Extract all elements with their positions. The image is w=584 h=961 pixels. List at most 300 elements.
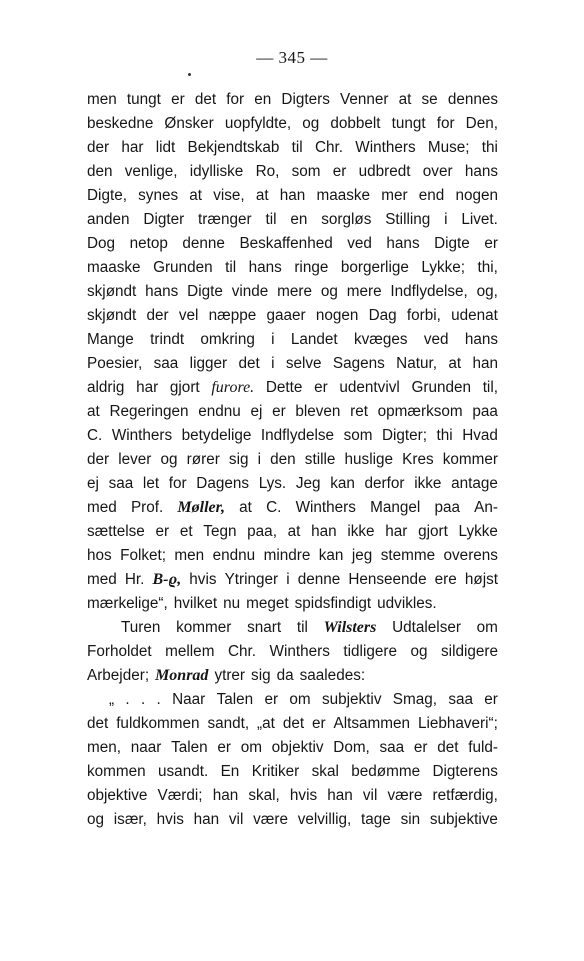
word: Digte <box>434 235 470 252</box>
word: og <box>160 451 178 468</box>
word: han <box>279 187 306 204</box>
word: Digter; <box>381 427 428 444</box>
word: hvis <box>156 811 184 828</box>
word: spidsfindigt <box>294 595 372 612</box>
word: især, <box>113 811 147 828</box>
word: kommer <box>176 619 232 636</box>
word: meget <box>246 595 289 612</box>
word: thi <box>481 139 498 156</box>
word: skjøndt <box>87 307 137 324</box>
word: sorgløs <box>321 211 372 228</box>
word: og <box>87 811 105 828</box>
word: en <box>254 91 272 108</box>
word: han <box>472 355 498 372</box>
word: C. <box>87 427 103 444</box>
text-line <box>87 808 498 832</box>
word: hans <box>464 331 498 348</box>
word: Winthers <box>355 139 416 156</box>
word: og, <box>476 283 498 300</box>
word: med <box>87 571 117 588</box>
word: at <box>239 499 252 516</box>
word: mellem <box>165 643 215 660</box>
text-line <box>87 136 498 160</box>
text-line <box>87 664 498 688</box>
word: Winthers <box>269 643 330 660</box>
word: er <box>312 715 326 732</box>
word: der <box>146 307 169 324</box>
word: Indflydelse <box>260 427 335 444</box>
word: bedømme <box>351 763 421 780</box>
word: Dagens <box>196 475 250 492</box>
word: . <box>125 691 130 708</box>
word: objektiv <box>271 739 324 756</box>
word: Kres <box>402 451 434 468</box>
word: usandt. <box>158 763 209 780</box>
word: mer <box>381 187 408 204</box>
word: Den, <box>465 115 498 132</box>
word: den <box>270 451 296 468</box>
word: Mange <box>87 331 134 348</box>
text-line <box>87 448 498 472</box>
word: udentvivl <box>339 379 400 396</box>
word: Møller, <box>177 499 225 516</box>
word: thi <box>436 427 453 444</box>
word: denne <box>297 571 341 588</box>
word: subjektiv <box>321 691 382 708</box>
word: hans <box>145 283 179 300</box>
word: skjøndt <box>87 283 137 300</box>
word: Talen <box>216 691 254 708</box>
text-line <box>87 208 498 232</box>
word: nogen <box>315 307 359 324</box>
word: Værdi; <box>157 787 203 804</box>
word: at <box>287 523 301 540</box>
text-line <box>87 376 498 400</box>
word: gaaer <box>266 307 306 324</box>
word: er <box>155 523 170 540</box>
page-number: — 345 — <box>256 48 328 67</box>
word: maaske <box>87 259 141 276</box>
word: uopfyldte, <box>224 115 292 132</box>
word: er <box>264 691 279 708</box>
word: rører <box>186 451 220 468</box>
word: venlige, <box>124 163 178 180</box>
word: vil <box>228 811 244 828</box>
word: Bekjendtskab <box>187 139 280 156</box>
word: har <box>136 379 159 396</box>
word: om <box>240 739 262 756</box>
word: hos <box>87 547 112 564</box>
word: for <box>226 91 245 108</box>
word: Hr. <box>124 571 145 588</box>
word: synes <box>138 187 179 204</box>
word: Monrad <box>155 667 209 684</box>
word: sig <box>228 451 249 468</box>
word: Livet. <box>461 211 498 228</box>
word: da <box>276 667 294 684</box>
word: . <box>140 691 146 708</box>
text-line <box>87 520 498 544</box>
word: hans <box>464 163 498 180</box>
word: Dom, <box>333 739 370 756</box>
word: i <box>271 331 275 348</box>
word: let <box>142 475 160 492</box>
word: Prof. <box>130 499 164 516</box>
word: han <box>327 787 353 804</box>
word: kvæges <box>353 331 408 348</box>
word: aldrig <box>87 379 125 396</box>
word: beskedne <box>87 115 154 132</box>
word: ej <box>87 475 99 492</box>
word: denne <box>182 235 225 252</box>
word: ere <box>434 571 457 588</box>
word: gjort <box>169 379 200 396</box>
word: Altsammen <box>333 715 411 732</box>
word: har <box>385 523 408 540</box>
word: betydelige <box>181 427 252 444</box>
word: paa <box>472 403 498 420</box>
word: at <box>448 355 462 372</box>
word: Ro, <box>255 163 280 180</box>
word: i <box>271 355 275 372</box>
text-line <box>87 736 498 760</box>
word: være <box>253 811 288 828</box>
word: ikke <box>347 523 375 540</box>
word: har <box>121 139 144 156</box>
word: være <box>387 787 423 804</box>
word: derfor <box>364 475 405 492</box>
word: vise, <box>213 187 245 204</box>
word: han <box>212 787 239 804</box>
word: Dag <box>368 307 397 324</box>
word: Henseende <box>348 571 427 588</box>
word: ytrer <box>214 667 246 684</box>
word: fuldkommen <box>116 715 200 732</box>
word: stille <box>304 451 336 468</box>
word: Chr. <box>314 139 343 156</box>
word: furore. <box>211 379 255 396</box>
word: maaske <box>316 187 371 204</box>
word: det <box>87 715 109 732</box>
word: Mangel <box>370 499 421 516</box>
word: borgerlige <box>340 259 409 276</box>
word: over <box>422 163 453 180</box>
word: Digte <box>187 283 223 300</box>
word: Naar <box>172 691 206 708</box>
word: sandt, <box>207 715 250 732</box>
word: han <box>193 811 220 828</box>
word: der <box>87 451 110 468</box>
word: Muse; <box>427 139 470 156</box>
word: omkring <box>200 331 255 348</box>
word: med <box>87 499 117 516</box>
word: ej <box>250 403 263 420</box>
word: Dog <box>87 235 116 252</box>
text-line <box>87 400 498 424</box>
word: til <box>296 619 308 636</box>
word: kommer <box>442 451 498 468</box>
word: ligger <box>189 355 228 372</box>
word: han <box>311 523 337 540</box>
word: end <box>418 187 445 204</box>
word: det <box>437 739 459 756</box>
word: mindre <box>263 547 311 564</box>
word: i <box>286 571 290 588</box>
word: An- <box>474 499 498 516</box>
word: er <box>484 691 498 708</box>
word: og <box>302 115 320 132</box>
word: højst <box>464 571 498 588</box>
word: trænger <box>198 211 252 228</box>
word: trindt <box>150 331 185 348</box>
word: udvikles. <box>377 595 437 612</box>
word: den <box>87 163 113 180</box>
word: stemme <box>380 547 436 564</box>
word: idylliske <box>189 163 244 180</box>
text-line <box>87 640 498 664</box>
word: og <box>320 283 338 300</box>
word: til <box>265 211 277 228</box>
word: saaledes: <box>299 667 366 684</box>
word: lever <box>118 451 152 468</box>
word: vil <box>362 787 378 804</box>
word: thi, <box>477 259 498 276</box>
word: tidligere <box>343 643 397 660</box>
text-line <box>87 472 498 496</box>
word: Regeringen <box>109 403 189 420</box>
word: sin <box>400 811 421 828</box>
word: opmærksom <box>377 403 463 420</box>
text-line <box>87 712 498 736</box>
word: at <box>87 403 100 420</box>
text-line <box>87 496 498 520</box>
word: velvillig, <box>297 811 352 828</box>
word: Lykke; <box>421 259 466 276</box>
word: som <box>291 163 321 180</box>
text-line <box>87 184 498 208</box>
word: „ <box>109 691 115 708</box>
word: Dette <box>265 379 303 396</box>
word: Natur, <box>396 355 437 372</box>
word: at <box>398 91 412 108</box>
word: saa <box>108 475 134 492</box>
word: paa, <box>247 523 277 540</box>
word: hvis <box>189 571 217 588</box>
word: vinde <box>231 283 269 300</box>
word: ved <box>423 331 449 348</box>
word: sig <box>251 667 271 684</box>
word: tungt <box>126 91 161 108</box>
word: hans <box>386 235 420 252</box>
text-line <box>87 88 498 112</box>
word: Poesier, <box>87 355 143 372</box>
word: er <box>272 403 286 420</box>
word: bleven <box>295 403 341 420</box>
word: hvilket <box>173 595 218 612</box>
word: Grunden <box>411 379 471 396</box>
word: Ønsker <box>164 115 214 132</box>
word: en <box>290 211 308 228</box>
word: objektive <box>87 787 148 804</box>
word: Beskaffenhed <box>239 235 333 252</box>
word: se <box>421 91 438 108</box>
word: Winthers <box>111 427 173 444</box>
word: mere <box>277 283 313 300</box>
word: hans <box>248 259 282 276</box>
word: tungt <box>391 115 426 132</box>
word: kommen <box>87 763 146 780</box>
word: hvis <box>289 787 318 804</box>
word: Sagens <box>332 355 385 372</box>
word: selve <box>285 355 322 372</box>
text-line <box>87 424 498 448</box>
word: Landet <box>290 331 338 348</box>
word: i <box>444 211 448 228</box>
word: men <box>174 547 205 564</box>
word: Jeg <box>295 475 321 492</box>
word: nu <box>223 595 241 612</box>
word: Winthers <box>295 499 356 516</box>
word: sættelse <box>87 523 145 540</box>
word: Grunden <box>153 259 213 276</box>
word: overens <box>443 547 498 564</box>
word: Wilsters <box>323 619 377 636</box>
text-line <box>87 760 498 784</box>
word: er <box>484 235 498 252</box>
word: Ytringer <box>224 571 279 588</box>
word: . <box>156 691 161 708</box>
body-text <box>87 88 498 832</box>
word: mærkelige“, <box>87 595 168 612</box>
text-line <box>87 544 498 568</box>
word: retfærdig, <box>432 787 498 804</box>
word: Liebhaveri“; <box>417 715 498 732</box>
word: snart <box>247 619 282 636</box>
word: fuld- <box>468 739 498 756</box>
word: saa <box>379 739 405 756</box>
word: endnu <box>198 403 241 420</box>
word: B-ϱ, <box>152 571 182 588</box>
text-line <box>87 304 498 328</box>
word: anden <box>87 211 130 228</box>
word: Hvad <box>462 427 498 444</box>
word: saa <box>448 691 473 708</box>
word: ved <box>347 235 372 252</box>
word: Chr. <box>227 643 257 660</box>
text-line <box>87 256 498 280</box>
word: Forholdet <box>87 643 152 660</box>
word: ret <box>350 403 368 420</box>
word: det <box>194 91 217 108</box>
text-line <box>87 568 498 592</box>
word: sildigere <box>441 643 498 660</box>
word: Arbejder; <box>87 667 150 684</box>
word: Folket; <box>120 547 166 564</box>
word: at <box>255 187 269 204</box>
word: paa <box>434 499 460 516</box>
word: til, <box>482 379 498 396</box>
word: nogen <box>455 187 498 204</box>
word: om <box>476 619 498 636</box>
word: Kritiker <box>251 763 300 780</box>
word: Smag, <box>392 691 437 708</box>
word: Lykke <box>458 523 498 540</box>
word: er <box>413 739 428 756</box>
word: udbredt <box>358 163 411 180</box>
word: skal, <box>248 787 280 804</box>
word: vel <box>178 307 199 324</box>
word: til <box>291 139 303 156</box>
word: det <box>238 355 260 372</box>
word: og <box>410 643 428 660</box>
word: kan <box>318 547 344 564</box>
word: Digters <box>281 91 330 108</box>
word: Digte, <box>87 187 127 204</box>
word: jeg <box>351 547 373 564</box>
word: C. <box>266 499 282 516</box>
text-line <box>87 688 498 712</box>
word: næppe <box>208 307 257 324</box>
word: tage <box>361 811 391 828</box>
text-line <box>87 352 498 376</box>
word: det <box>282 715 305 732</box>
word: subjektive <box>429 811 498 828</box>
word: for <box>168 475 187 492</box>
word: men <box>87 91 117 108</box>
word: er <box>217 739 231 756</box>
word: Tegn <box>203 523 237 540</box>
word: antage <box>451 475 498 492</box>
word: Venner <box>339 91 389 108</box>
word: skal <box>311 763 339 780</box>
word: mere <box>346 283 382 300</box>
word: der <box>87 139 110 156</box>
text-line <box>87 328 498 352</box>
word: ikke <box>414 475 442 492</box>
text-line <box>87 784 498 808</box>
word: saa <box>153 355 179 372</box>
word: Talen <box>171 739 208 756</box>
word: om <box>289 691 311 708</box>
word: naar <box>130 739 162 756</box>
word: er <box>314 379 328 396</box>
word: Digter <box>143 211 185 228</box>
word: at <box>189 187 203 204</box>
word: Digterens <box>432 763 498 780</box>
word: dennes <box>447 91 498 108</box>
word: i <box>257 451 262 468</box>
word: netop <box>129 235 168 252</box>
word: Lys. <box>258 475 287 492</box>
text-line <box>87 112 498 136</box>
word: Turen <box>121 619 161 636</box>
word: ringe <box>294 259 329 276</box>
text-line <box>87 280 498 304</box>
text-line <box>87 160 498 184</box>
word: for <box>436 115 455 132</box>
word: et <box>179 523 193 540</box>
print-speck <box>188 73 191 76</box>
word: huslige <box>344 451 394 468</box>
word: kan <box>330 475 355 492</box>
word: Udtalelser <box>392 619 461 636</box>
word: lidt <box>155 139 176 156</box>
text-line <box>87 232 498 256</box>
word: Indflydelse, <box>390 283 468 300</box>
text-line <box>87 592 498 616</box>
word: „at <box>257 715 275 732</box>
word: som <box>343 427 373 444</box>
